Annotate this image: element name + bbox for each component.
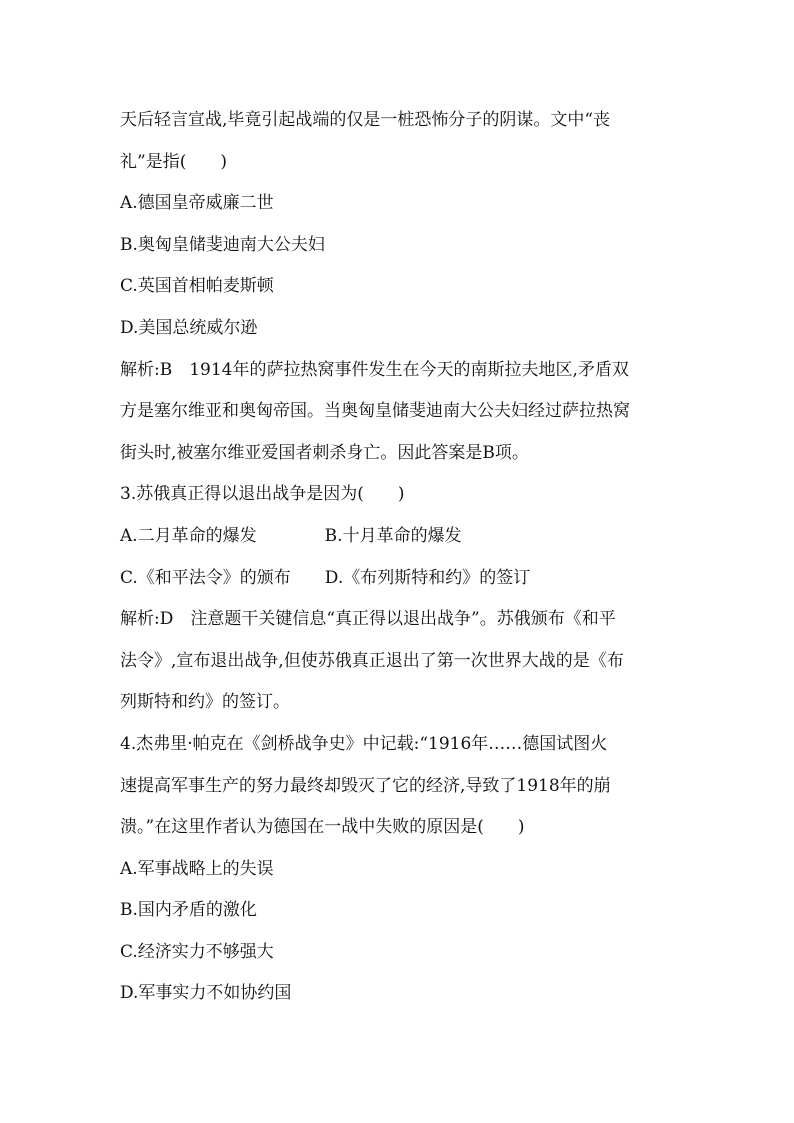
explanation-line: 法令》,宣布退出战争,但使苏俄真正退出了第一次世界大战的是《布 [120,650,624,671]
text-line: 礼”是指( ) [120,151,227,172]
answer-option: B.奥匈皇储斐迪南大公夫妇 [120,234,325,255]
answer-option: C.经济实力不够强大 [120,941,274,962]
answer-option: B.国内矛盾的激化 [120,900,257,921]
explanation-line: 街头时,被塞尔维亚爱国者刺杀身亡。因此答案是B项。 [120,442,529,463]
question-line: 3.苏俄真正得以退出战争是因为( ) [120,484,405,505]
explanation-line: 列斯特和约》的签订。 [120,692,290,713]
explanation-line: 方是塞尔维亚和奥匈帝国。当奥匈皇储斐迪南大公夫妇经过萨拉热窝 [120,401,630,422]
answer-option-row: A.二月革命的爆发 B.十月革命的爆发 [120,525,462,546]
explanation-line: 解析:D 注意题干关键信息“真正得以退出战争”。苏俄颁布《和平 [120,609,616,630]
question-line: 速提高军事生产的努力最终却毁灭了它的经济,导致了1918年的崩 [120,775,611,796]
answer-option: A.德国皇帝威廉二世 [120,193,274,214]
answer-option: D.军事实力不如协约国 [120,983,292,1004]
explanation-line: 解析:B 1914年的萨拉热窝事件发生在今天的南斯拉夫地区,矛盾双 [120,359,629,380]
answer-option: C.英国首相帕麦斯顿 [120,276,274,297]
document-body [120,100,680,1015]
text-line: 天后轻言宣战,毕竟引起战端的仅是一桩恐怖分子的阴谋。文中“丧 [120,110,611,130]
answer-option: A.军事战略上的失误 [120,858,274,879]
answer-option: D.美国总统威尔逊 [120,317,258,338]
question-line: 4.杰弗里·帕克在《剑桥战争史》中记载:“1916年……德国试图火 [120,733,608,754]
answer-option-row: C.《和平法令》的颁布 D.《布列斯特和约》的签订 [120,567,531,588]
question-line: 溃。”在这里作者认为德国在一战中失败的原因是( ) [120,817,525,838]
